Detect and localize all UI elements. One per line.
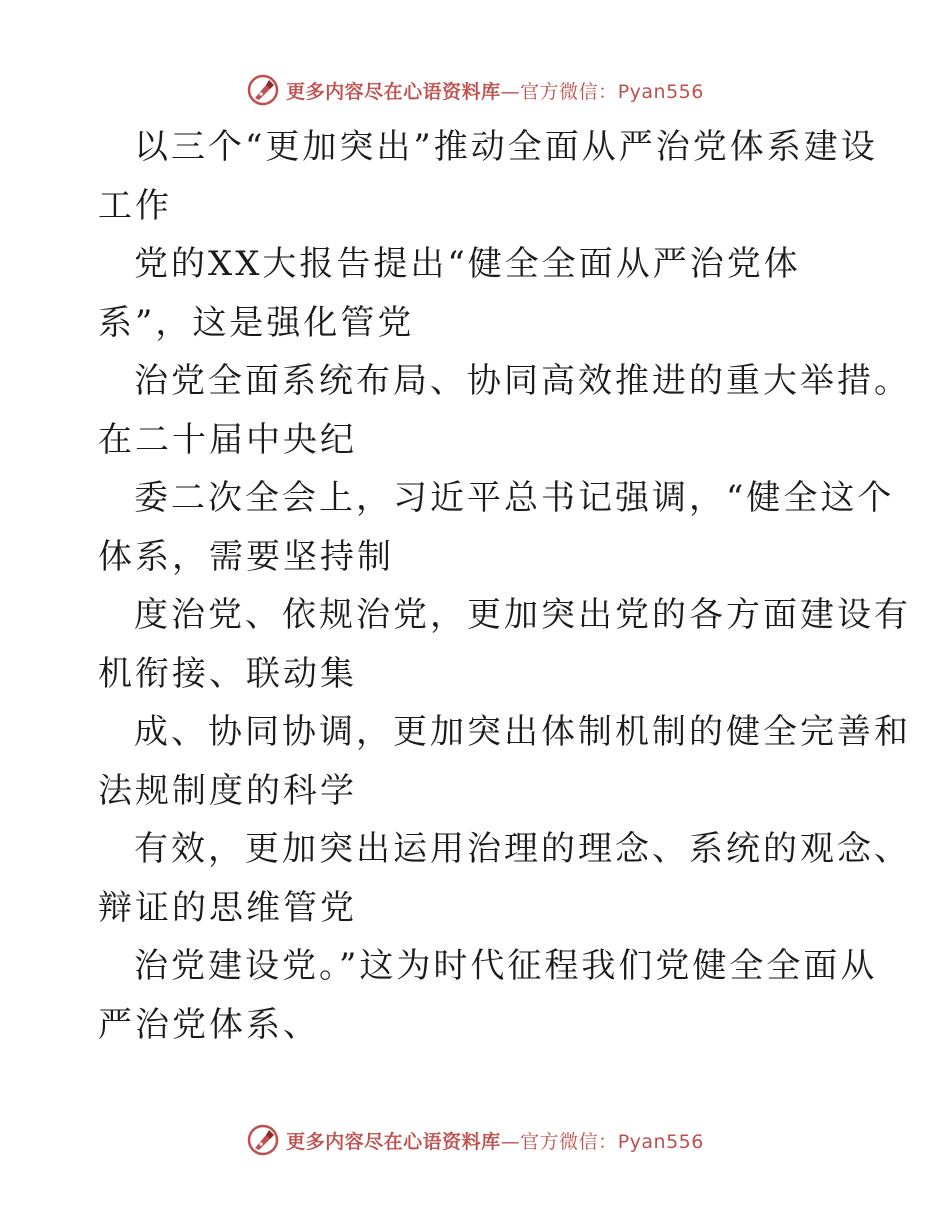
watermark-site-text: 更多内容尽在心语资料库 bbox=[286, 80, 501, 103]
document-line: 机衔接、联动集 bbox=[98, 653, 357, 694]
footer-watermark bbox=[0, 1120, 950, 1160]
document-line: 有效，更加突出运用治理的理念、系统的观念、 bbox=[134, 829, 911, 869]
watermark-wechat-id: Pyan556 bbox=[617, 1130, 704, 1153]
watermark-text bbox=[286, 77, 704, 104]
watermark-wechat-id: Pyan556 bbox=[617, 80, 704, 103]
document-line: 工作 bbox=[98, 185, 172, 226]
document-line: 严治党体系、 bbox=[98, 1004, 320, 1045]
document-body bbox=[98, 118, 911, 1054]
document-line: 系”，这是强化管党 bbox=[98, 302, 415, 343]
document-line: 委二次全会上，习近平总书记强调，“健全这个 bbox=[134, 478, 895, 518]
watermark-separator: — bbox=[500, 1130, 521, 1153]
document-line: 度治党、依规治党，更加突出党的各方面建设有 bbox=[134, 595, 911, 635]
header-watermark bbox=[0, 70, 950, 110]
pen-nib-logo-icon bbox=[246, 1123, 280, 1157]
watermark-separator: — bbox=[500, 80, 521, 103]
document-line: 体系，需要坚持制 bbox=[98, 536, 394, 577]
watermark-text bbox=[286, 1127, 704, 1154]
document-line: 治党建设党。”这为时代征程我们党健全全面从 bbox=[134, 946, 878, 986]
watermark-wechat-label: 官方微信： bbox=[520, 1130, 618, 1153]
pen-nib-logo-icon bbox=[246, 73, 280, 107]
document-line: 以三个“更加突出”推动全面从严治党体系建设 bbox=[134, 127, 878, 167]
watermark-wechat-label: 官方微信： bbox=[520, 80, 618, 103]
watermark-site-text: 更多内容尽在心语资料库 bbox=[286, 1130, 501, 1153]
document-line: 治党全面系统布局、协同高效推进的重大举措。 bbox=[134, 361, 911, 401]
document-line: 在二十届中央纪 bbox=[98, 419, 357, 460]
document-line: 党的XX大报告提出“健全全面从严治党体 bbox=[134, 244, 801, 284]
document-line: 成、协同协调，更加突出体制机制的健全完善和 bbox=[134, 712, 911, 752]
document-line: 法规制度的科学 bbox=[98, 770, 357, 811]
document-line: 辩证的思维管党 bbox=[98, 887, 357, 928]
